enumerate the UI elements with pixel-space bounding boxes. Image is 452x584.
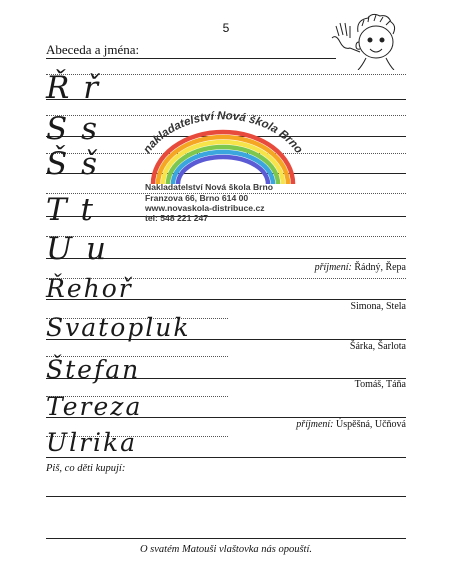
label-text: Úspěšná, Učňová [336, 419, 406, 430]
heading-underline [46, 58, 336, 59]
row-label [350, 301, 406, 312]
label-text: Řádný, Řepa [354, 262, 406, 273]
cursive-letter: Š š [46, 146, 99, 182]
label-text: Šárka, Šarlota [349, 341, 406, 352]
cursive-letter: Ř ř [46, 70, 101, 106]
stamp-line: tel: 548 221 247 [145, 213, 209, 223]
label-text: Tomáš, Táňa [354, 379, 406, 390]
stamp-line: www.novaskola-distribuce.cz [145, 203, 265, 213]
label-prefix: příjmení: [314, 262, 352, 273]
ruling-line [46, 457, 406, 458]
cursive-name: Štefan [46, 355, 141, 384]
label-text: Simona, Stela [350, 301, 406, 312]
cursive-letter: T t [46, 192, 95, 228]
stamp-line: Franzova 66, Brno 614 00 [145, 193, 249, 203]
label-prefix: příjmení: [296, 419, 334, 430]
write-prompt: Piš, co děti kupují: [46, 463, 126, 474]
waving-child-illustration [328, 12, 410, 70]
row-label [355, 379, 406, 390]
stamp-arc-text: nakladatelství Nová škola Brno [141, 110, 305, 156]
cursive-name: Tereza [46, 392, 143, 421]
writing-line [46, 496, 406, 497]
cursive-letter: U u [46, 231, 108, 267]
stamp-line: Nakladatelství Nová škola Brno [145, 182, 273, 192]
cursive-name: Svatopluk [46, 313, 191, 342]
publisher-stamp [128, 104, 318, 244]
cursive-name: Řehoř [46, 274, 133, 303]
page-number: 5 [222, 21, 230, 35]
writing-line [46, 538, 406, 539]
cursive-name: Ulrika [46, 428, 138, 457]
page-heading: Abeceda a jména: [46, 42, 140, 57]
cursive-letter: S s [46, 111, 99, 147]
footer-proverb: O svatém Matouši vlaštovka nás opouští. [139, 544, 313, 555]
row-label [350, 341, 406, 352]
row-label [296, 419, 406, 430]
row-label [315, 262, 406, 273]
